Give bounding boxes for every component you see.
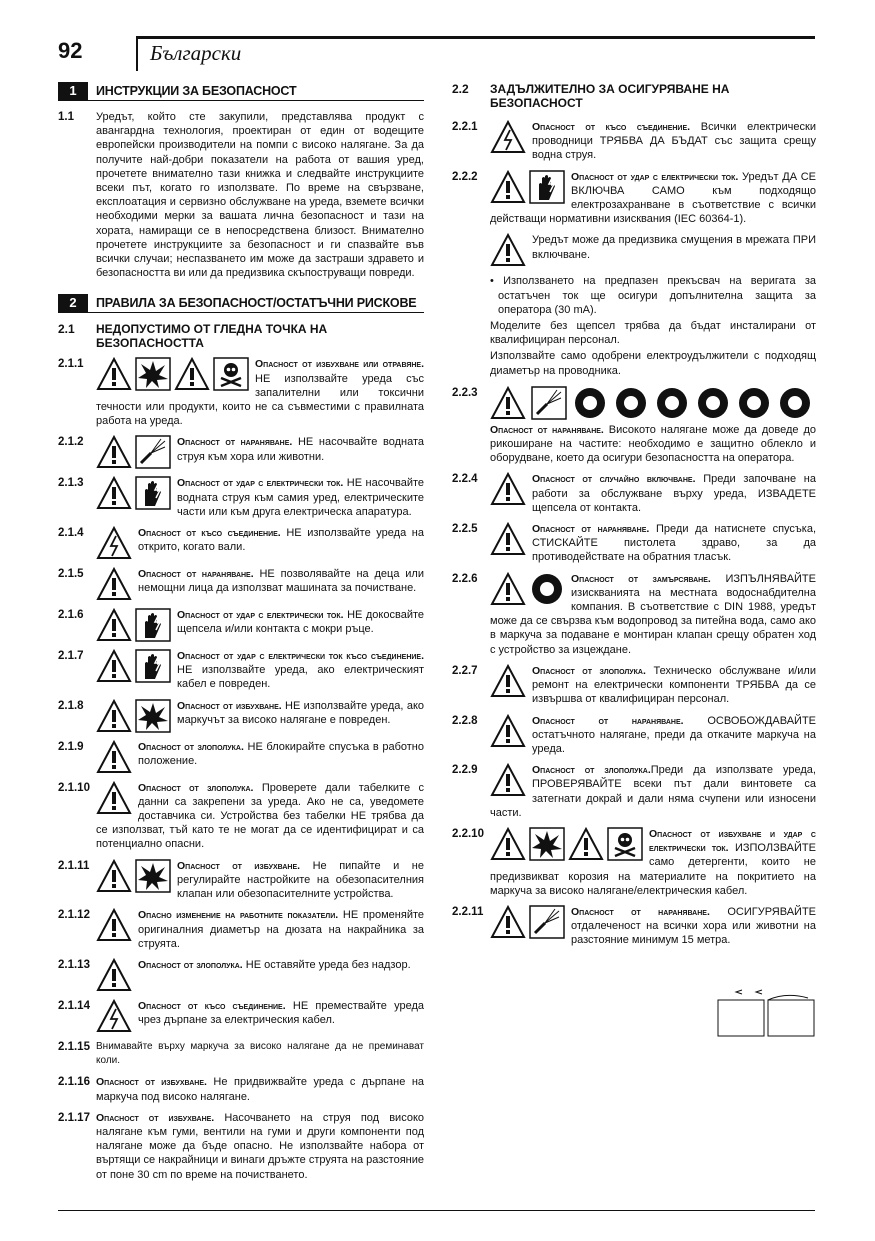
item-number: 2.1.13 bbox=[58, 958, 90, 971]
item-number: 2.2.9 bbox=[452, 764, 478, 777]
subsection-title: ЗАДЪЛЖИТЕЛНО ЗА ОСИГУРЯВАНЕ НА БЕЗОПАСНОСТ bbox=[490, 82, 730, 110]
warning-exclamation-icon bbox=[96, 859, 132, 893]
item-text: ИЗПЪЛНЯВАЙТЕ изискванията на местната водоснабдителна компания. В съответствие с DIN 1988, уредът може да се свързва към водопровод за питейна вода, само ако в маркуча за подаване е монтиран клапан срещу обратен ход с устройство за изцеждане. bbox=[490, 572, 816, 656]
hazard-label: Опасност от нараняване. bbox=[177, 436, 293, 449]
item-2-1-5 bbox=[58, 567, 424, 601]
subsection-number: 2.1 bbox=[58, 322, 75, 337]
hand-shock-icon bbox=[135, 649, 171, 683]
read-manual-icon bbox=[716, 988, 816, 1038]
item-number: 2.1.7 bbox=[58, 650, 84, 663]
item-text: Проверете дали табелките с данни са закрепени за уреда. Ако не са, уведомете доставчика си. Устройства без табелки НЕ трябва да се използват, тъй като те не могат да се идентифицират и са потенциално опасни. bbox=[96, 781, 425, 851]
item-number: 2.1.12 bbox=[58, 909, 90, 922]
subsection-2-2-heading bbox=[452, 82, 816, 110]
warning-exclamation-icon bbox=[96, 781, 132, 815]
hazard-label: Опасност от злополука. bbox=[138, 781, 254, 794]
item-number: 2.1.5 bbox=[58, 568, 84, 581]
electric-bolt-warning-icon bbox=[490, 120, 526, 154]
left-column bbox=[58, 82, 424, 1189]
hazard-label: Опасност от нараняване. bbox=[532, 714, 684, 727]
hazard-label: Опасност от избухване. bbox=[177, 859, 301, 872]
item-2-1-17 bbox=[58, 1111, 424, 1182]
item-2-1-1 bbox=[58, 357, 424, 428]
item-number: 2.1.14 bbox=[58, 999, 90, 1012]
section-number: 1 bbox=[58, 82, 88, 100]
item-number: 2.2.5 bbox=[452, 523, 478, 536]
water-jet-icon bbox=[135, 435, 171, 469]
item-number: 2.1.17 bbox=[58, 1111, 90, 1124]
item-text: Всички електрически проводници ТРЯБВА ДА БЪДАТ със защита срещу водна струя. bbox=[532, 121, 816, 162]
item-2-1-9 bbox=[58, 740, 424, 774]
hazard-label: Опасност от злополука. bbox=[532, 664, 646, 677]
warning-exclamation-icon bbox=[96, 908, 132, 942]
item-number: 2.1.3 bbox=[58, 477, 84, 490]
hazard-label: Опасност от избухване или отравяне. bbox=[255, 358, 424, 371]
item-number: 2.2.8 bbox=[452, 714, 478, 727]
section-2-heading bbox=[58, 294, 424, 313]
item-text: НЕ позволявайте на деца или немощни лица да използват машината за почистване. bbox=[138, 568, 424, 595]
item-2-1-10 bbox=[58, 781, 424, 852]
item-text: Техническо обслужване и/или ремонт на електрически компоненти ТРЯБВА да се извършва от квалифициран персонал. bbox=[532, 664, 816, 706]
item-2-1-2 bbox=[58, 435, 424, 469]
protective-boots-icon bbox=[613, 386, 649, 420]
item-text: НЕ използвайте уреда, ако маркучът за високо налягане е повреден. bbox=[177, 699, 425, 726]
warning-exclamation-icon bbox=[174, 357, 210, 391]
hazard-label: Опасност от избухване. bbox=[177, 699, 282, 712]
hazard-label: Опасност от удар с електрически ток. bbox=[177, 477, 344, 490]
hazard-label: Опасност от нараняване. bbox=[138, 568, 254, 581]
item-text: Насочването на струя под високо налягане към гуми, вентили на гуми и други компоненти под налягане може да бъде опасно. Не използвайте набора от въртящи се накрайници и винаги дръжте струята на разстояние от поне 30 cm по време на почистването. bbox=[96, 1111, 424, 1181]
subsection-title: НЕДОПУСТИМО ОТ ГЛЕДНА ТОЧКА НА БЕЗОПАСНОСТТА bbox=[96, 322, 328, 351]
item-2-1-14 bbox=[58, 999, 424, 1033]
item-2-2-6 bbox=[452, 572, 816, 657]
item-2-2-9 bbox=[452, 763, 816, 820]
hazard-label: Опасност от злополука. bbox=[138, 958, 243, 971]
item-text: Преди започване на работи за обслужване върху уреда, ИЗВАДЕТЕ щепсела от контакта. bbox=[532, 473, 816, 514]
item-number: 2.1.1 bbox=[58, 358, 84, 371]
warning-exclamation-icon bbox=[490, 386, 526, 420]
electric-bolt-warning-icon bbox=[96, 526, 132, 560]
warning-exclamation-icon bbox=[96, 567, 132, 601]
item-number: 2.2.11 bbox=[452, 905, 484, 918]
item-2-2-7 bbox=[452, 664, 816, 707]
hazard-label: Опасност от замърсяване. bbox=[571, 572, 711, 585]
item-2-2-8 bbox=[452, 714, 816, 757]
item-text: Преди да натиснете спусъка, СТИСКАЙТЕ пистолета здраво, за да противодействате на обратния тласък. bbox=[532, 523, 817, 564]
item-text: НЕ използвайте уреда със запалителни или токсични течности или продукти, които не са съвместими с правилната работа на уреда. bbox=[96, 372, 424, 428]
item-2-2-5 bbox=[452, 522, 816, 565]
no-tap-icon bbox=[529, 572, 565, 606]
warning-exclamation-icon bbox=[96, 435, 132, 469]
hazard-label: Опасност от късо съединение. bbox=[138, 999, 286, 1012]
item-text: Уредът ДА СЕ ВКЛЮЧВА САМО към подходящо електрозахранване в съответствие с всички действащи нормативни изисквания (IEC 60364-1). bbox=[490, 170, 816, 226]
warning-exclamation-icon bbox=[490, 664, 526, 698]
warning-exclamation-icon bbox=[568, 827, 604, 861]
hand-shock-icon bbox=[135, 608, 171, 642]
hazard-label: Опасно изменение на работните показатели. bbox=[138, 909, 339, 922]
hazard-label: Опасност от късо съединение. bbox=[532, 121, 691, 133]
item-text: НЕ променяйте оригиналния диаметър на дюзата на накрайника за струята. bbox=[138, 909, 424, 950]
water-jet-icon bbox=[529, 905, 565, 939]
hazard-label: Опасност от нараняване. bbox=[532, 523, 650, 536]
item-2-1-3 bbox=[58, 476, 424, 519]
item-2-2-4 bbox=[452, 472, 816, 515]
item-number: 2.1.4 bbox=[58, 527, 84, 540]
item-2-2-2 bbox=[452, 170, 816, 227]
protective-clothing-icon bbox=[572, 386, 608, 420]
item-2-1-11 bbox=[58, 859, 424, 902]
warning-exclamation-icon bbox=[490, 905, 526, 939]
warning-exclamation-icon bbox=[96, 699, 132, 733]
item-number: 2.2.1 bbox=[452, 121, 478, 133]
hazard-label: Опасност от случайно включване. bbox=[532, 473, 696, 486]
item-number: 2.2.3 bbox=[452, 386, 478, 399]
warning-exclamation-icon bbox=[96, 958, 132, 992]
warning-exclamation-icon bbox=[490, 763, 526, 797]
warning-exclamation-icon bbox=[490, 714, 526, 748]
item-text: НЕ премествайте уреда чрез дърпане за електрическия кабел. bbox=[138, 999, 424, 1027]
item-text: ОСИГУРЯВАЙТЕ отдалеченост на всички хора или животни на разстояние минимум 15 метра. bbox=[571, 905, 816, 947]
item-number: 2.1.2 bbox=[58, 436, 84, 449]
warning-exclamation-icon bbox=[490, 233, 526, 267]
hazard-label: Опасност от удар с електрически ток. bbox=[571, 170, 739, 183]
item-text: НЕ блокирайте спусъка в работно положение. bbox=[138, 740, 424, 767]
item-text: ИЗПОЛЗВАЙТЕ само детергенти, които не предизвикват корозия на материалите на покритието на маркуча за високо налягане/електрическия кабел. bbox=[490, 842, 816, 897]
section-title: ИНСТРУКЦИИ ЗА БЕЗОПАСНОСТ bbox=[96, 84, 297, 98]
ricochet-icon bbox=[531, 386, 567, 420]
item-number: 2.2.2 bbox=[452, 170, 478, 183]
warning-exclamation-icon bbox=[490, 572, 526, 606]
item-2-2-10 bbox=[452, 827, 816, 898]
item-text: НЕ насочвайте водната струя към хора или животни. bbox=[177, 436, 424, 463]
item-2-2-3 bbox=[452, 386, 816, 466]
item-text: Внимавайте върху маркуча за високо налягане да не преминават коли. bbox=[96, 1040, 424, 1067]
item-number: 2.2.4 bbox=[452, 473, 478, 486]
item-text: Уредът, който сте закупили, представлява продукт с авангардна технология, проектиран от един от водещите европейски производители на помпи с високо налягане. За да получите най-добри показатели на работа от вашия уред, прочетете внимателно тази книжка и следвайте инструкциите всеки път, когато го използвате. По време на свързване, експлоатация и сервизно обслужване на уреда, вземете всички необходими мерки за вашата лична безопасност и тази на хората, намиращи се в непосредствена близост. Внимателно прочетете инструкциите за безопасност и ги спазвайте във всички случаи; неспазването им може да застраши здравето и безопасността ви или да предизвика скъпоструващи повреди. bbox=[96, 111, 424, 280]
warning-exclamation-icon bbox=[490, 472, 526, 506]
language-title: Български bbox=[150, 41, 242, 65]
item-text: НЕ използвайте уреда на открито, когато вали. bbox=[138, 527, 424, 554]
bullet-rcd: • Използването на предпазен прекъсвач на веригата за остатъчен ток ще осигури допълнителна защита за оператора (30 mA). bbox=[490, 275, 816, 316]
item-text: Не пипайте и не регулирайте настройките на обезопасителния клапан или обезопасителните устройства. bbox=[177, 859, 425, 901]
goggles-icon bbox=[777, 386, 813, 420]
item-1-1 bbox=[58, 110, 424, 280]
item-number: 2.1.11 bbox=[58, 859, 90, 872]
item-text: НЕ оставяйте уреда без надзор. bbox=[242, 958, 411, 971]
section-number: 2 bbox=[58, 294, 88, 312]
explosion-icon bbox=[135, 699, 171, 733]
item-number: 2.2.7 bbox=[452, 664, 478, 677]
warning-exclamation-icon bbox=[490, 522, 526, 556]
item-text: НЕ използвайте уреда, ако електрическият кабел е повреден. bbox=[177, 664, 424, 691]
footer-rule bbox=[58, 1210, 815, 1211]
item-text: НЕ докосвайте щепсела и/или контакта с мокри ръце. bbox=[177, 609, 424, 636]
gloves-icon bbox=[736, 386, 772, 420]
skull-icon bbox=[607, 827, 643, 861]
section-title: ПРАВИЛА ЗА БЕЗОПАСНОСТ/ОСТАТЪЧНИ РИСКОВЕ bbox=[96, 296, 417, 311]
hazard-label: Опасност от удар с електрически ток късо съединение. bbox=[177, 650, 424, 663]
ear-protection-icon bbox=[695, 386, 731, 420]
paragraph-extension: Използвайте само одобрени електроудължители с подходящ диаметър на проводника. bbox=[490, 350, 816, 377]
item-2-1-12 bbox=[58, 908, 424, 951]
item-number: 2.1.15 bbox=[58, 1040, 90, 1053]
hazard-label: Опасност от късо съединение. bbox=[138, 527, 281, 540]
item-text: Преди да използвате уреда, ПРОВЕРЯВАЙТЕ всеки път дали винтовете са затегнати докрай и дали няма счупени или износени части. bbox=[490, 764, 816, 819]
electric-bolt-warning-icon bbox=[96, 999, 132, 1033]
item-2-2-11 bbox=[452, 905, 816, 948]
item-number: 2.2.10 bbox=[452, 827, 484, 840]
item-text: НЕ насочвайте водната струя към самия уред, електрическите части или към друга електрическа апаратура. bbox=[177, 477, 424, 518]
paragraph-models: Моделите без щепсел трябва да бъдат инсталирани от квалифициран персонал. bbox=[490, 320, 816, 347]
hand-shock-icon bbox=[135, 476, 171, 510]
item-number: 2.1.8 bbox=[58, 699, 84, 712]
hazard-label: Опасност от нараняване. bbox=[571, 905, 710, 918]
item-2-2-2-note bbox=[490, 233, 816, 267]
warning-exclamation-icon bbox=[490, 827, 526, 861]
item-text: Не придвижвайте уреда с дърпане на маркуча под високо налягане. bbox=[96, 1076, 425, 1103]
page-number: 92 bbox=[58, 38, 83, 63]
skull-icon bbox=[213, 357, 249, 391]
explosion-icon bbox=[529, 827, 565, 861]
hazard-label: Опасност от избухване. bbox=[96, 1076, 207, 1089]
page-header bbox=[58, 36, 815, 70]
subsection-number: 2.2 bbox=[452, 82, 469, 96]
subsection-2-1-heading bbox=[58, 322, 424, 350]
item-2-2-1 bbox=[452, 120, 816, 163]
item-number: 2.1.6 bbox=[58, 609, 84, 622]
item-2-1-13 bbox=[58, 958, 424, 992]
hazard-label: Опасност от избухване. bbox=[96, 1111, 215, 1124]
item-2-1-8 bbox=[58, 699, 424, 733]
item-2-1-6 bbox=[58, 608, 424, 642]
item-number: 2.1.10 bbox=[58, 781, 90, 794]
hazard-label: Опасност от злополука. bbox=[532, 764, 651, 777]
hazard-label: Опасност от злополука. bbox=[138, 740, 244, 753]
helmet-icon bbox=[654, 386, 690, 420]
item-text: Уредът може да предизвика смущения в мрежата ПРИ включване. bbox=[532, 234, 816, 261]
item-number: 1.1 bbox=[58, 111, 74, 123]
language-box bbox=[136, 36, 815, 71]
explosion-icon bbox=[135, 859, 171, 893]
item-text: Високото налягане може да доведе до рикоширане на частите: необходимо е защитно облекло и оборудване, което да осигури безопасността на оператора. bbox=[490, 423, 817, 465]
warning-exclamation-icon bbox=[96, 740, 132, 774]
hazard-label: Опасност от удар с електрически ток. bbox=[177, 609, 344, 622]
warning-exclamation-icon bbox=[96, 357, 132, 391]
item-number: 2.1.16 bbox=[58, 1076, 90, 1089]
section-1-heading bbox=[58, 82, 424, 101]
warning-exclamation-icon bbox=[96, 476, 132, 510]
item-2-1-16 bbox=[58, 1075, 424, 1103]
item-number: 2.1.9 bbox=[58, 740, 84, 753]
item-2-1-4 bbox=[58, 526, 424, 560]
hand-shock-icon bbox=[529, 170, 565, 204]
item-2-1-7 bbox=[58, 649, 424, 692]
explosion-icon bbox=[135, 357, 171, 391]
warning-exclamation-icon bbox=[96, 649, 132, 683]
item-text: ОСВОБОЖДАВАЙТЕ остатъчното налягане, преди да откачите маркуча на уреда. bbox=[532, 714, 816, 755]
item-number: 2.2.6 bbox=[452, 572, 478, 585]
warning-exclamation-icon bbox=[490, 170, 526, 204]
hazard-label: Опасност от избухване и удар с електрически ток. bbox=[649, 827, 816, 855]
item-2-1-15 bbox=[58, 1040, 424, 1068]
warning-exclamation-icon bbox=[96, 608, 132, 642]
hazard-label: Опасност от нараняване. bbox=[490, 423, 604, 436]
right-column bbox=[452, 82, 816, 955]
